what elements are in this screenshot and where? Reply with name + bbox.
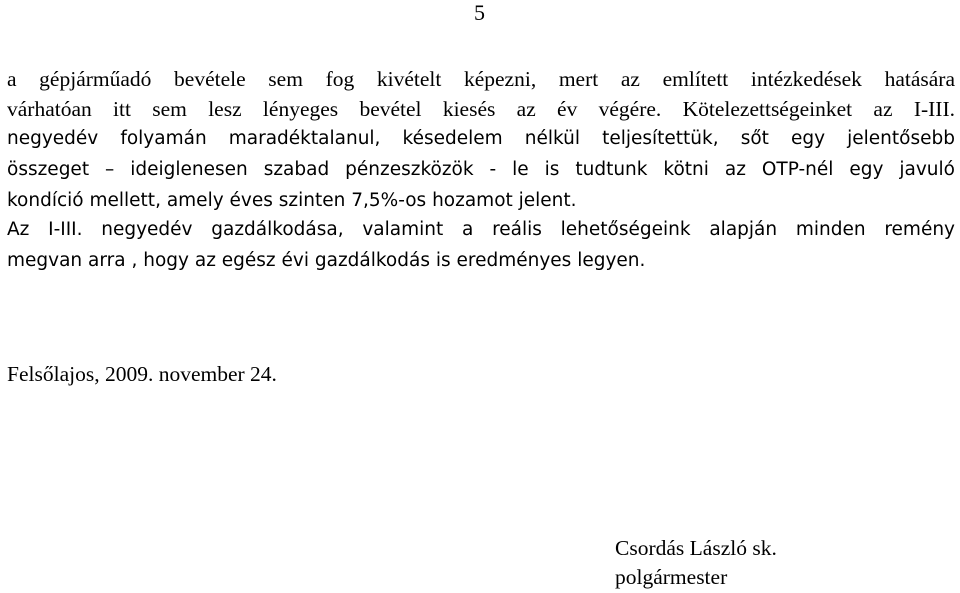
text-line: Az I-III. negyedév gazdálkodása, valamint a reális lehetőségeink alapján minden remény	[7, 219, 955, 240]
text-line: kondíció mellett, amely éves szinten 7,5%-os hozamot jelent.	[7, 190, 577, 211]
signature-name: Csordás László sk.	[615, 536, 777, 560]
text-line: összeget – ideiglenesen szabad pénzeszközök - le is tudtunk kötni az OTP-nél egy javuló	[7, 159, 955, 180]
text-line: a gépjárműadó bevétele sem fog kivételt képezni, mert az említett intézkedések hatására	[7, 67, 955, 91]
text-line: negyedév folyamán maradéktalanul, késedelem nélkül teljesítettük, sőt egy jelentősebb	[7, 128, 955, 149]
text-line: várhatóan itt sem lesz lényeges bevétel kiesés az év végére. Kötelezettségeinket az I-III.	[7, 97, 955, 121]
text-line: megvan arra , hogy az egész évi gazdálkodás is eredményes legyen.	[7, 250, 646, 271]
signature-title: polgármester	[615, 565, 728, 589]
date-line: Felsőlajos, 2009. november 24.	[7, 362, 277, 386]
page-number: 5	[474, 0, 485, 25]
